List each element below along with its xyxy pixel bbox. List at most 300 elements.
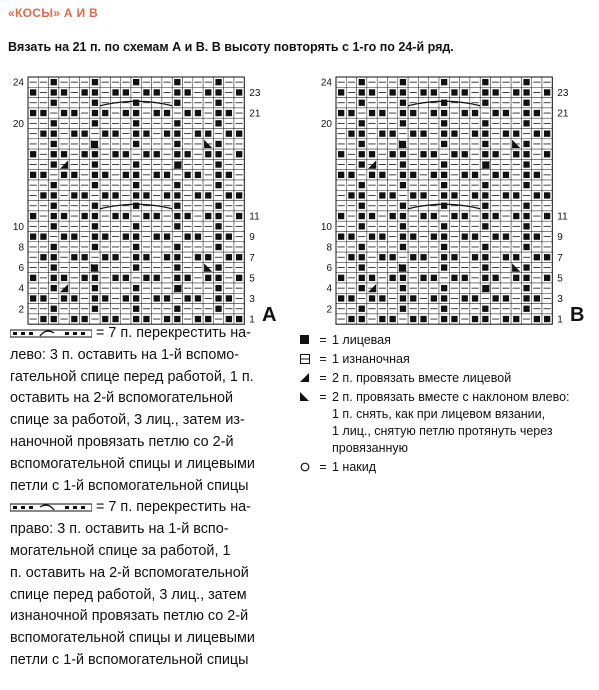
chart-a-knit-mark xyxy=(133,100,139,106)
chart-b-knit-mark xyxy=(441,295,447,301)
chart-b-knit-mark xyxy=(359,161,365,167)
chart-b-knit-mark xyxy=(390,192,396,198)
chart-a-knit-mark xyxy=(143,316,149,322)
chart-a-knit-mark xyxy=(102,110,108,116)
cable-cross-right-icon xyxy=(10,501,92,513)
chart-a-knit-mark xyxy=(195,110,201,116)
chart-b-knit-mark xyxy=(462,275,468,281)
chart-b-knit-mark xyxy=(482,316,488,322)
chart-a-knit-mark xyxy=(40,316,46,322)
chart-b-knit-mark xyxy=(544,192,550,198)
chart-a-knit-mark xyxy=(112,131,118,137)
chart-a-knit-mark xyxy=(226,316,232,322)
chart-b-knit-mark xyxy=(513,254,519,260)
cable-right-line-3: могательной спице за работой, 1 xyxy=(10,542,231,559)
chart-a-knit-mark xyxy=(112,316,118,322)
chart-a-knit-mark xyxy=(226,172,232,178)
chart-b-knit-mark xyxy=(431,275,437,281)
chart-b-knit-mark xyxy=(420,254,426,260)
chart-b-knit-mark xyxy=(359,151,365,157)
chart-a-knit-mark xyxy=(40,192,46,198)
chart-b-knit-mark xyxy=(482,264,488,270)
chart-b-knit-mark xyxy=(359,285,365,291)
chart-b-row-label: 23 xyxy=(557,87,569,99)
cable-left-line-7: вспомогательной спицы и лицевыми xyxy=(10,455,255,472)
chart-b-knit-mark xyxy=(400,182,406,188)
chart-a-knit-mark xyxy=(133,254,139,260)
legend-text: 1 лицевая xyxy=(332,333,391,347)
chart-a-knit-mark xyxy=(154,234,160,240)
chart-b-knit-mark xyxy=(482,100,488,106)
chart-a-knit-mark xyxy=(92,295,98,301)
chart-b-knit-mark xyxy=(523,161,529,167)
chart-b-row-label: 5 xyxy=(557,273,563,285)
chart-a-knit-mark xyxy=(195,234,201,240)
chart-a-knit-mark xyxy=(51,161,57,167)
chart-a-knit-mark xyxy=(71,316,77,322)
chart-a-knit-mark xyxy=(174,316,180,322)
legend-ssk-line-2: 1 п. снять, как при лицевом вязании, xyxy=(332,407,546,421)
chart-b-knit-mark xyxy=(451,254,457,260)
chart-a-knit-mark xyxy=(195,316,201,322)
chart-a-knit-mark xyxy=(123,295,129,301)
chart-a-knit-mark xyxy=(164,234,170,240)
chart-a-row-label: 6 xyxy=(18,263,24,275)
chart-b-knit-mark xyxy=(410,295,416,301)
chart-a-knit-mark xyxy=(82,213,88,219)
chart-b-knit-mark xyxy=(493,172,499,178)
chart-a-knit-mark xyxy=(102,192,108,198)
chart-b-knit-mark xyxy=(379,110,385,116)
chart-a-knit-mark xyxy=(226,295,232,301)
chart-b-row-label: 24 xyxy=(320,77,332,89)
chart-b-knit-mark xyxy=(482,223,488,229)
chart-b-knit-mark xyxy=(359,89,365,95)
legend-eq: = xyxy=(319,460,327,474)
chart-b-knit-mark xyxy=(338,110,344,116)
chart-b-knit-mark xyxy=(523,264,529,270)
chart-b-knit-mark xyxy=(400,89,406,95)
chart-b-knit-mark xyxy=(379,254,385,260)
chart-b-row-label: 10 xyxy=(320,221,332,233)
chart-a-knit-mark xyxy=(123,275,129,281)
chart-b-knit-mark xyxy=(482,306,488,312)
legend-eq: = xyxy=(319,352,327,366)
chart-a-knit-mark xyxy=(185,110,191,116)
cable-left-line-5: спице за работой, 3 лиц., затем из- xyxy=(10,412,245,429)
chart-a-knit-mark xyxy=(133,192,139,198)
chart-b-knit-mark xyxy=(400,213,406,219)
chart-b-knit-mark xyxy=(400,223,406,229)
chart-a-knit-mark xyxy=(236,213,242,219)
chart-b-knit-mark xyxy=(431,89,437,95)
chart-a-knit-mark xyxy=(174,264,180,270)
chart-b-knit-mark xyxy=(523,244,529,250)
chart-b-knit-mark xyxy=(534,316,540,322)
chart-b-knit-mark xyxy=(482,244,488,250)
chart-b-knit-mark xyxy=(369,89,375,95)
chart-a-knit-mark xyxy=(51,254,57,260)
chart-b-knit-mark xyxy=(451,192,457,198)
chart-a-knit-mark xyxy=(195,295,201,301)
chart-b-knit-mark xyxy=(379,192,385,198)
chart-a-knit-mark xyxy=(164,131,170,137)
chart-b-knit-mark xyxy=(359,100,365,106)
chart-a-knit-mark xyxy=(40,131,46,137)
chart-a-knit-mark xyxy=(174,100,180,106)
chart-b-knit-mark xyxy=(348,234,354,240)
chart-b-knit-mark xyxy=(493,295,499,301)
chart-a-knit-mark xyxy=(40,295,46,301)
chart-b-knit-mark xyxy=(482,254,488,260)
chart-b-knit-mark xyxy=(441,100,447,106)
chart-b-knit-mark xyxy=(410,254,416,260)
chart-a-knit-mark xyxy=(185,151,191,157)
chart-a-knit-mark xyxy=(92,234,98,240)
chart-b-knit-mark xyxy=(493,275,499,281)
chart-b-knit-mark xyxy=(359,316,365,322)
cable-right-line-6: изнаночной провязать петлю со 2-й xyxy=(10,608,249,625)
chart-b-knit-mark xyxy=(523,89,529,95)
chart-b-knit-mark xyxy=(462,89,468,95)
chart-a-knit-mark xyxy=(236,316,242,322)
chart-b-knit-mark xyxy=(472,172,478,178)
symbol-legend xyxy=(296,332,596,478)
chart-a-knit-mark xyxy=(226,254,232,260)
chart-b-knit-mark xyxy=(348,316,354,322)
chart-b-knit-mark xyxy=(513,151,519,157)
chart-a-knit-mark xyxy=(174,182,180,188)
legend-text: 1 накид xyxy=(332,460,377,474)
chart-a-knit-mark xyxy=(82,151,88,157)
legend-text: 2 п. провязать вместе лицевой xyxy=(332,371,512,385)
chart-b-knit-mark xyxy=(482,203,488,209)
chart-b-knit-mark xyxy=(390,275,396,281)
chart-b-knit-mark xyxy=(359,120,365,126)
chart-a-knit-mark xyxy=(133,120,139,126)
cable-left-line-3: гательной спице перед работой, 1 п. xyxy=(10,368,254,385)
chart-b-knit-mark xyxy=(451,131,457,137)
chart-a-row-label: 7 xyxy=(249,252,255,264)
chart-b-knit-mark xyxy=(441,223,447,229)
chart-a-knit-mark xyxy=(51,306,57,312)
chart-a-knit-mark xyxy=(154,275,160,281)
chart-a-knit-mark xyxy=(51,89,57,95)
chart-b-knit-mark xyxy=(359,192,365,198)
chart-b-knit-mark xyxy=(400,161,406,167)
chart-a-row-label: 4 xyxy=(18,283,24,295)
chart-b-knit-mark xyxy=(472,131,478,137)
chart-a-knit-mark xyxy=(143,192,149,198)
chart-b-knit-mark xyxy=(400,172,406,178)
ssk-icon xyxy=(300,392,310,402)
chart-a-knit-mark xyxy=(30,234,36,240)
chart-a-knit-mark xyxy=(51,120,57,126)
chart-a-knit-mark xyxy=(215,120,221,126)
chart-b-knit-mark xyxy=(410,316,416,322)
chart-a-knit-mark xyxy=(174,151,180,157)
chart-a-knit-mark xyxy=(205,192,211,198)
chart-a-knit-mark xyxy=(102,131,108,137)
chart-b-knit-mark xyxy=(420,213,426,219)
chart-a-knit-mark xyxy=(205,89,211,95)
chart-b-knit-mark xyxy=(390,316,396,322)
chart-b-knit-mark xyxy=(482,275,488,281)
chart-b-knit-mark xyxy=(379,131,385,137)
chart-a-knit-mark xyxy=(205,275,211,281)
chart-a-row-label: 24 xyxy=(12,77,24,89)
chart-b-knit-mark xyxy=(410,131,416,137)
chart-a-knit-mark xyxy=(133,161,139,167)
chart-a-knit-mark xyxy=(236,89,242,95)
chart-a-knit-mark xyxy=(92,285,98,291)
chart-a-knit-mark xyxy=(51,275,57,281)
chart-a-knit-mark xyxy=(195,254,201,260)
cable-right-line-7: вспомогательной спицы и лицевыми xyxy=(10,630,255,647)
chart-a-knit-mark xyxy=(185,295,191,301)
chart-a-knit-mark xyxy=(154,89,160,95)
chart-a-knit-mark xyxy=(133,131,139,137)
chart-b-knit-mark xyxy=(359,203,365,209)
chart-a-knit-mark xyxy=(30,110,36,116)
chart-a-knit-mark xyxy=(133,316,139,322)
chart-b-knit-mark xyxy=(359,213,365,219)
chart-a-knit-mark xyxy=(112,275,118,281)
chart-b-knit-mark xyxy=(451,275,457,281)
chart-a-knit-mark xyxy=(185,172,191,178)
chart-a-row-label: 2 xyxy=(18,304,24,316)
chart-a-knit-mark xyxy=(164,172,170,178)
chart-b-knit-mark xyxy=(462,151,468,157)
chart-b-knit-mark xyxy=(441,285,447,291)
chart-a-knit-mark xyxy=(102,172,108,178)
chart-b-knit-mark xyxy=(359,79,365,85)
chart-a-knit-mark xyxy=(215,141,221,147)
chart-b-knit-mark xyxy=(451,151,457,157)
cable-descriptions xyxy=(10,323,280,672)
chart-b-knit-mark xyxy=(472,192,478,198)
chart-b-knit-mark xyxy=(544,89,550,95)
chart-b-knit-mark xyxy=(523,306,529,312)
chart-b-knit-mark xyxy=(472,254,478,260)
chart-b-knit-mark xyxy=(441,203,447,209)
chart-a-knit-mark xyxy=(154,172,160,178)
chart-b-knit-mark xyxy=(534,110,540,116)
chart-b-knit-mark xyxy=(338,295,344,301)
chart-b-knit-mark xyxy=(462,172,468,178)
chart-a-knit-mark xyxy=(174,254,180,260)
chart-b-knit-mark xyxy=(493,89,499,95)
chart-a-knit-mark xyxy=(82,254,88,260)
chart-b-knit-mark xyxy=(472,234,478,240)
chart-a-knit-mark xyxy=(215,234,221,240)
chart-a-row-label: 21 xyxy=(249,108,261,120)
chart-b-knit-mark xyxy=(390,151,396,157)
chart-b-knit-mark xyxy=(400,295,406,301)
chart-a-knit-mark xyxy=(71,131,77,137)
chart-b-knit-mark xyxy=(369,151,375,157)
chart-b-knit-mark xyxy=(410,172,416,178)
chart-a-knit-mark xyxy=(164,316,170,322)
chart-a-knit-mark xyxy=(185,213,191,219)
chart-a-knit-mark xyxy=(82,89,88,95)
chart-b-knit-mark xyxy=(390,131,396,137)
chart-b-knit-mark xyxy=(431,295,437,301)
chart-b-knit-mark xyxy=(534,172,540,178)
chart-a-row-label: 10 xyxy=(12,221,24,233)
chart-a-knit-mark xyxy=(236,275,242,281)
chart-b-knit-mark xyxy=(379,316,385,322)
chart-b-knit-mark xyxy=(534,254,540,260)
chart-a-knit-mark xyxy=(71,172,77,178)
chart-b-row-label: 4 xyxy=(326,283,332,295)
chart-a-knit-mark xyxy=(164,192,170,198)
chart-a-knit-mark xyxy=(205,151,211,157)
legend-item-knit xyxy=(296,332,596,349)
chart-b-knit-mark xyxy=(523,295,529,301)
chart-b-knit-mark xyxy=(503,295,509,301)
chart-a-knit-mark xyxy=(30,213,36,219)
legend-eq: = xyxy=(319,333,327,347)
chart-a-knit-mark xyxy=(236,131,242,137)
cable-left-line-8: петли с 1-й вспомогательной спицы xyxy=(10,477,249,494)
chart-b-knit-mark xyxy=(431,213,437,219)
chart-a-knit-mark xyxy=(30,89,36,95)
chart-a-knit-mark xyxy=(123,234,129,240)
chart-a-knit-mark xyxy=(215,151,221,157)
chart-a-knit-mark xyxy=(61,213,67,219)
chart-b-knit-mark xyxy=(338,275,344,281)
legend-eq: = xyxy=(319,390,327,404)
chart-a-knit-mark xyxy=(164,110,170,116)
chart-b-knit-mark xyxy=(503,234,509,240)
chart-b-knit-mark xyxy=(359,306,365,312)
chart-a-knit-mark xyxy=(40,110,46,116)
chart-b-knit-mark xyxy=(441,254,447,260)
chart-a-knit-mark xyxy=(102,234,108,240)
chart-b-knit-mark xyxy=(513,316,519,322)
cable-left-line-4: оставить на 2-й вспомогательной xyxy=(10,390,234,407)
chart-a-knit-mark xyxy=(30,151,36,157)
chart-a-knit-mark xyxy=(133,234,139,240)
chart-b-letter: B xyxy=(570,304,585,326)
chart-b-knit-mark xyxy=(523,223,529,229)
chart-a-row-label: 20 xyxy=(12,118,24,130)
chart-a-knit-mark xyxy=(215,213,221,219)
chart-a-knit-mark xyxy=(92,110,98,116)
chart-a-knit-mark xyxy=(215,306,221,312)
chart-b-knit-mark xyxy=(379,234,385,240)
k2tog-icon xyxy=(300,373,310,383)
cable-left-line-1: = 7 п. перекрестить на- xyxy=(96,325,251,341)
chart-a-knit-mark xyxy=(215,285,221,291)
chart-a-knit-mark xyxy=(61,89,67,95)
chart-b-knit-mark xyxy=(513,131,519,137)
chart-a-knit-mark xyxy=(92,306,98,312)
chart-b-knit-mark xyxy=(420,275,426,281)
chart-a-knit-mark xyxy=(82,192,88,198)
chart-b-knit-mark xyxy=(441,141,447,147)
chart-b-row-label: 6 xyxy=(326,263,332,275)
chart-a-knit-mark xyxy=(51,182,57,188)
chart-b-knit-mark xyxy=(410,110,416,116)
chart-b-knit-mark xyxy=(482,192,488,198)
chart-b-knit-mark xyxy=(400,151,406,157)
chart-a-knit-mark xyxy=(195,192,201,198)
chart-a-knit-mark xyxy=(92,275,98,281)
chart-b-row-label: 8 xyxy=(326,242,332,254)
chart-b-knit-mark xyxy=(431,234,437,240)
chart-a-knit-mark xyxy=(164,254,170,260)
knitting-charts xyxy=(0,0,599,330)
chart-a-knit-mark xyxy=(226,192,232,198)
chart-b-knit-mark xyxy=(523,275,529,281)
chart-b-knit-mark xyxy=(534,131,540,137)
chart-a-knit-mark xyxy=(92,182,98,188)
chart-a-knit-mark xyxy=(174,79,180,85)
chart-b-knit-mark xyxy=(441,161,447,167)
chart-a-knit-mark xyxy=(215,110,221,116)
legend-item-k2tog xyxy=(296,370,596,387)
chart-a-knit-mark xyxy=(143,213,149,219)
chart-a-knit-mark xyxy=(112,89,118,95)
chart-a-knit-mark xyxy=(123,89,129,95)
chart-b-knit-mark xyxy=(441,131,447,137)
chart-b-knit-mark xyxy=(441,172,447,178)
chart-b-knit-mark xyxy=(400,275,406,281)
chart-b-knit-mark xyxy=(523,182,529,188)
chart-b-knit-mark xyxy=(513,213,519,219)
chart-b-knit-mark xyxy=(493,234,499,240)
chart-a-knit-mark xyxy=(92,244,98,250)
chart-b-knit-mark xyxy=(493,151,499,157)
chart-b-knit-mark xyxy=(451,316,457,322)
chart-a-knit-mark xyxy=(92,203,98,209)
chart-a-knit-mark xyxy=(112,151,118,157)
chart-b-knit-mark xyxy=(523,79,529,85)
chart-b-knit-mark xyxy=(544,213,550,219)
chart-a-row-label: 9 xyxy=(249,232,255,244)
page-title: «КОСЫ» А И В xyxy=(8,6,98,20)
cable-right-description xyxy=(10,497,280,671)
chart-a-knit-mark xyxy=(123,213,129,219)
cable-left-description xyxy=(10,323,280,497)
chart-a-knit-mark xyxy=(133,172,139,178)
chart-a-knit-mark xyxy=(215,275,221,281)
yarn-over-icon xyxy=(300,462,310,472)
chart-b-knit-mark xyxy=(420,316,426,322)
chart-b-knit-mark xyxy=(523,151,529,157)
chart-a-knit-mark xyxy=(236,151,242,157)
chart-a-knit-mark xyxy=(226,131,232,137)
chart-b-knit-mark xyxy=(544,131,550,137)
chart-a-row-label: 23 xyxy=(249,87,261,99)
instructions-subtitle: Вязать на 21 п. по схемам А и В. В высоту повторять с 1-го по 24-й ряд. xyxy=(8,40,454,54)
chart-a-knit-mark xyxy=(51,151,57,157)
chart-b-knit-mark xyxy=(503,316,509,322)
chart-b-knit-mark xyxy=(441,110,447,116)
chart-b-knit-mark xyxy=(410,192,416,198)
chart-b-knit-mark xyxy=(369,275,375,281)
chart-b-knit-mark xyxy=(441,120,447,126)
legend-item-ssk xyxy=(296,389,596,457)
chart-b-knit-mark xyxy=(359,141,365,147)
chart-b-knit-mark xyxy=(482,213,488,219)
chart-b-knit-mark xyxy=(359,131,365,137)
chart-b-row-label: 20 xyxy=(320,118,332,130)
chart-a-knit-mark xyxy=(174,141,180,147)
purl-stitch-icon xyxy=(300,354,310,364)
